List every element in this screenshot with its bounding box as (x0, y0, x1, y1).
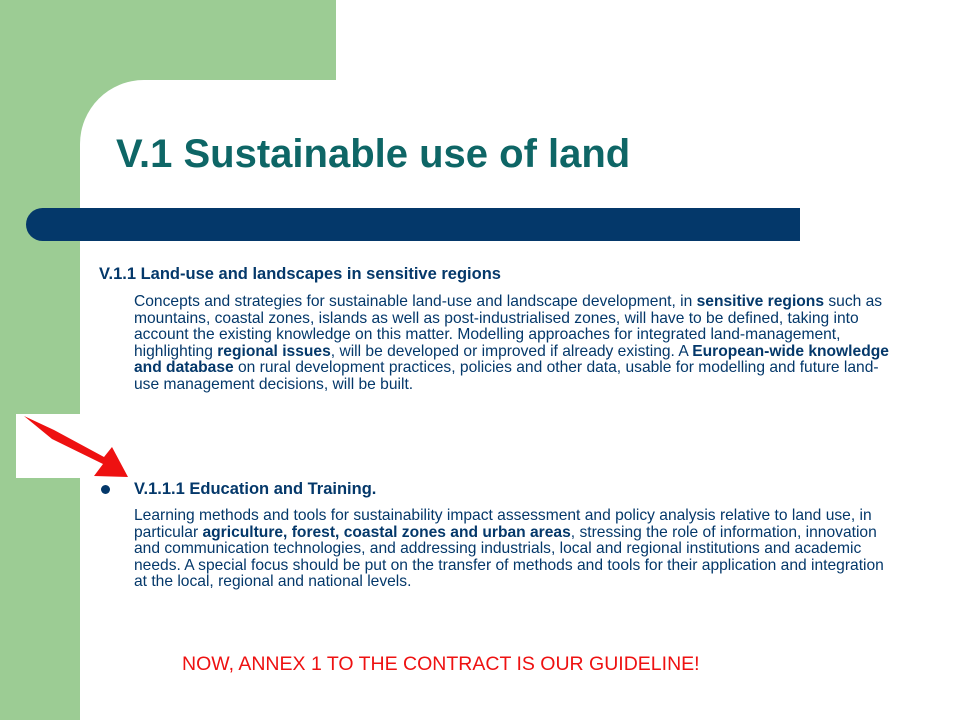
title-underline-bar (26, 208, 800, 241)
bullet-dot-icon (101, 485, 110, 494)
body-text: Learning methods and tools for sustainability impact assessment and policy analysis relative to land use, in particular (134, 507, 872, 541)
section-heading: V.1.1 Land-use and landscapes in sensitive regions (99, 265, 501, 283)
body-text: Concepts and strategies for sustainable land-use and landscape development, in (134, 293, 697, 310)
body-text: , will be developed or improved if already existing. A (330, 342, 693, 360)
bullet-paragraph (134, 508, 890, 591)
red-arrow-icon (16, 414, 136, 478)
section-paragraph (134, 294, 890, 393)
body-text: such as mountains, coastal zones, islands as well as post-industrialised zones, will have to be defined, taking into account the existing knowledge on this matter. Modelling approaches for integrated land-management, highlighting (134, 293, 883, 360)
red-arrow-shape (24, 416, 128, 477)
pointer-arrow (16, 414, 136, 478)
emphasis-text: sensitive regions (696, 293, 825, 310)
slide-title: V.1 Sustainable use of land (116, 132, 631, 176)
green-left-band (0, 0, 80, 720)
emphasis-text: agriculture, forest, coastal zones and urban areas (202, 523, 571, 541)
emphasis-text: regional issues (217, 342, 331, 360)
body-text: on rural development practices, policies and other data, usable for modelling and future land-use management decisions, will be built. (134, 359, 879, 393)
emphasis-text: European-wide knowledge and database (134, 342, 889, 376)
bullet-heading: V.1.1.1 Education and Training. (134, 480, 377, 498)
body-text: , stressing the role of information, innovation and communication technologies, and addressing industrials, local and regional institutions and academic needs. A special focus should be put on the transfer of methods and tools for their application and integration at the local, regional and national levels. (134, 523, 884, 590)
closing-note: NOW, ANNEX 1 TO THE CONTRACT IS OUR GUIDELINE! (182, 653, 700, 675)
